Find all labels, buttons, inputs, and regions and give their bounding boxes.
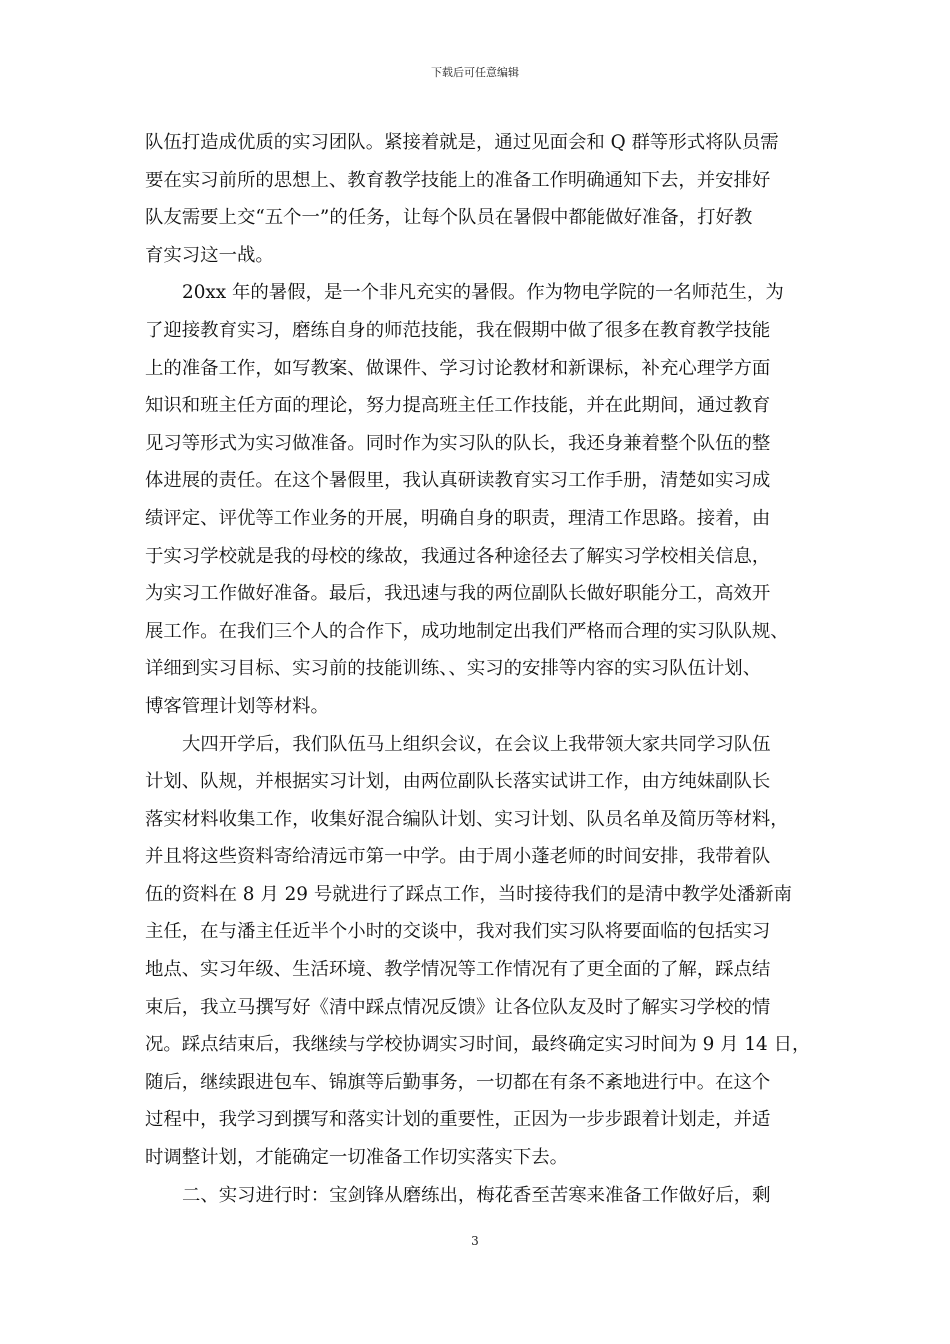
text-line: 体进展的责任。在这个暑假里，我认真研读教育实习工作手册，清楚如实习成 [145, 470, 771, 492]
text-line: 20xx 年的暑假，是一个非凡充实的暑假。作为物电学院的一名师范生，为 [182, 282, 784, 304]
text-line: 束后，我立马撰写好《清中踩点情况反馈》让各位队友及时了解实习学校的情 [145, 996, 771, 1018]
text-line: 展工作。在我们三个人的合作下，成功地制定出我们严格而合理的实习队队规、 [145, 620, 789, 642]
text-line: 况。踩点结束后，我继续与学校协调实习时间，最终确定实习时间为 9 月 14 日， [145, 1034, 811, 1056]
page-header: 下载后可任意编辑 [431, 66, 519, 79]
text-line: 博客管理计划等材料。 [145, 695, 329, 717]
text-line: 于实习学校就是我的母校的缘故，我通过各种途径去了解实习学校相关信息， [145, 545, 771, 567]
text-line: 绩评定、评优等工作业务的开展，明确自身的职责，理清工作思路。接着，由 [145, 507, 771, 529]
text-line: 二、实习进行时：宝剑锋从磨练出，梅花香至苦寒来准备工作做好后，剩 [182, 1184, 771, 1206]
text-line: 上的准备工作，如写教案、做课件、学习讨论教材和新课标，补充心理学方面 [145, 357, 771, 379]
text-line: 随后，继续跟进包车、锦旗等后勤事务，一切都在有条不紊地进行中。在这个 [145, 1071, 771, 1093]
paragraph [145, 274, 813, 725]
text-line: 了迎接教育实习，磨练自身的师范技能，我在假期中做了很多在教育教学技能 [145, 319, 771, 341]
text-line: 伍的资料在 8 月 29 号就进行了踩点工作，当时接待我们的是清中教学处潘新南 [145, 883, 792, 905]
text-line: 队友需要上交“五个一”的任务，让每个队员在暑假中都能做好准备，打好教 [145, 207, 753, 229]
text-line: 详细到实习目标、实习前的技能训练、、实习的安排等内容的实习队伍计划、 [145, 658, 762, 680]
paragraph [145, 726, 813, 1177]
text-line: 队伍打造成优质的实习团队。紧接着就是，通过见面会和 Q 群等形式将队员需 [145, 132, 779, 153]
document-body [145, 124, 813, 1214]
paragraph [145, 124, 813, 274]
text-line: 时调整计划，才能确定一切准备工作切实落实下去。 [145, 1147, 568, 1169]
text-line: 为实习工作做好准备。最后，我迅速与我的两位副队长做好职能分工，高效开 [145, 583, 771, 605]
text-line: 地点、实习年级、生活环境、教学情况等工作情况有了更全面的了解，踩点结 [145, 959, 771, 981]
text-line: 落实材料收集工作，收集好混合编队计划、实习计划、队员名单及简历等材料， [145, 808, 789, 830]
text-line: 过程中，我学习到撰写和落实计划的重要性，正因为一步步跟着计划走，并适 [145, 1109, 771, 1131]
paragraph [145, 1177, 813, 1215]
text-line: 主任，在与潘主任近半个小时的交谈中，我对我们实习队将要面临的包括实习 [145, 921, 771, 943]
text-line: 知识和班主任方面的理论，努力提高班主任工作技能，并在此期间，通过教育 [145, 395, 771, 417]
text-line: 计划、队规，并根据实习计划，由两位副队长落实试讲工作，由方纯妹副队长 [145, 771, 771, 793]
text-line: 大四开学后，我们队伍马上组织会议，在会议上我带领大家共同学习队伍 [182, 733, 771, 755]
text-line: 育实习这一战。 [145, 244, 274, 266]
text-line: 见习等形式为实习做准备。同时作为实习队的队长，我还身兼着整个队伍的整 [145, 432, 771, 454]
page-number: 3 [471, 1234, 479, 1248]
text-line: 并且将这些资料寄给清远市第一中学。由于周小蓬老师的时间安排，我带着队 [145, 846, 771, 868]
text-line: 要在实习前所的思想上、教育教学技能上的准备工作明确通知下去，并安排好 [145, 169, 771, 191]
